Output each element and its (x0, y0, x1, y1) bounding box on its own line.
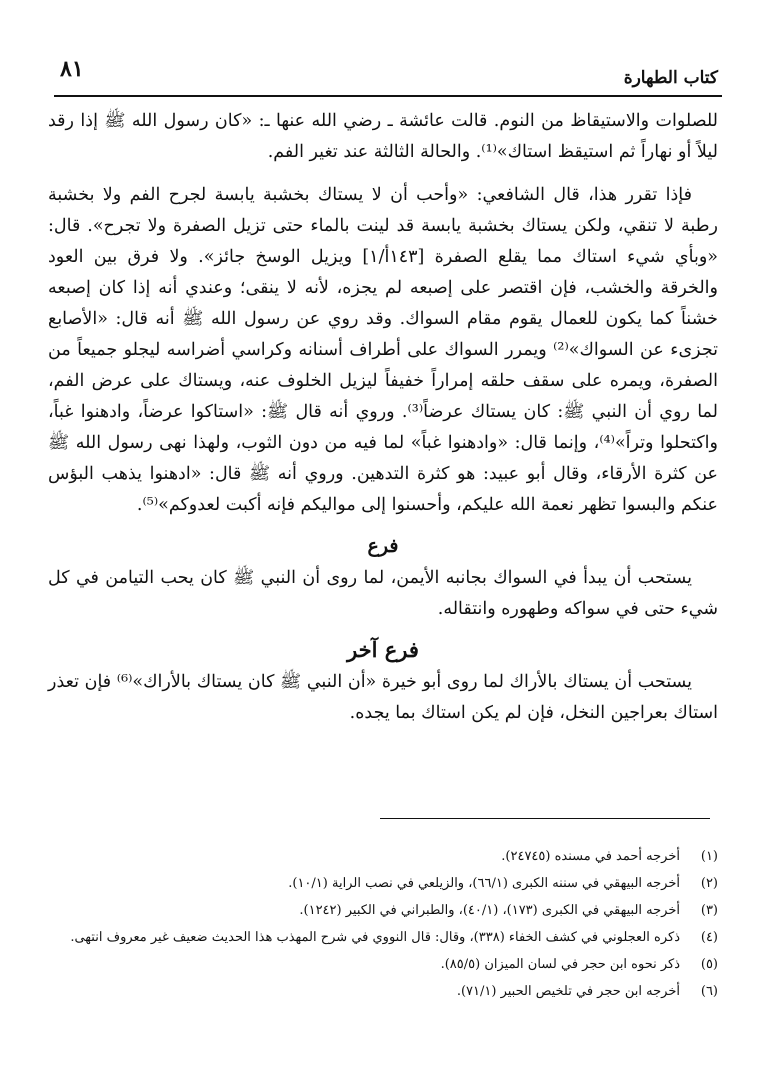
paragraph-4: يستحب أن يستاك بالأراك لما روى أبو خيرة «أن النبي ﷺ كان يستاك بالأراك»⁽⁶⁾ فإن تعذر استاك بعراجين النخل، فإن لم يكن استاك بما يجده. (48, 672, 718, 723)
footnote-number: (٣) (700, 903, 718, 918)
section-heading-far-akhar: فرع آخر (347, 637, 419, 662)
page-number: ٨١ (60, 56, 84, 82)
footnote-rule (380, 818, 710, 819)
footnotes (60, 846, 718, 1008)
footnote (60, 927, 718, 949)
footnote-text: أخرجه ابن حجر في تلخيص الحبير (٧١/١). (456, 984, 680, 999)
footnote (60, 981, 718, 1003)
main-text (48, 106, 718, 729)
footnote (60, 873, 718, 895)
footnote-number: (٥) (700, 957, 718, 972)
section-heading-far: فرع (367, 535, 399, 557)
footnote-text: ذكر نحوه ابن حجر في لسان الميزان (٨٥/٥). (440, 957, 680, 972)
footnote-text: أخرجه البيهقي في سننه الكبرى (٦٦/١)، والزيلعي في نصب الراية (١٠/١). (288, 876, 680, 891)
footnote-text: أخرجه أحمد في مسنده (٢٤٧٤٥). (501, 849, 680, 864)
footnote (60, 900, 718, 922)
footnote-text: ذكره العجلوني في كشف الخفاء (٣٣٨)، وقال: قال النووي في شرح المهذب هذا الحديث ضعيف غير معروف انتهى. (70, 930, 680, 945)
footnote (60, 846, 718, 868)
footnote-number: (٦) (700, 984, 718, 999)
paragraph-3: يستحب أن يبدأ في السواك بجانبه الأيمن، لما روى أن النبي ﷺ كان يحب التيامن في كل شيء حتى في سواكه وطهوره وانتقاله. (48, 568, 718, 619)
paragraph-2: فإذا تقرر هذا، قال الشافعي: «وأحب أن لا يستاك بخشبة يابسة لجرح الفم ولا بخشبة رطبة لا تنقي، ولكن يستاك بخشبة يابسة قد لينت بالماء حتى تزيل الصفرة ولا تجرح». قال: «وبأي شيء استاك مما يقلع الصفرة [١٤٣أ/١] ويزيل الوسخ جائز». ولا فرق بين العود والخرقة والخشب، فإن اقتصر على إصبعه لم يجزه، لأنه لا ينقى؛ وعندي أنه إذا كان إصبعه خشناً كما يكون للعمال يقوم مقام السواك. وقد روي عن رسول الله ﷺ أنه قال: «الأصابع تجزىء عن السواك»⁽²⁾ ويمرر السواك على أطراف أسنانه وكراسي أضراسه ليجلو جميعاً من الصفرة، ويمره على سقف حلقه إمراراً خفيفاً ليزيل الخلوف عنه، ويستاك على عرض الفم، لما روي أن النبي ﷺ: كان يستاك عرضاً⁽³⁾. وروي أنه قال ﷺ: «استاكوا عرضاً، وادهنوا غباً، واكتحلوا وتراً»⁽⁴⁾، وإنما قال: «وادهنوا غباً» لما فيه من دون الثوب، ولهذا نهى رسول الله ﷺ عن كثرة الأرقاء، وقال أبو عبيد: هو كثرة التدهين. وروي أنه ﷺ قال: «ادهنوا يذهب البؤس عنكم والبسوا تظهر نعمة الله عليكم، وأحسنوا إلى مواليكم فإنه أكبت لعدوكم»⁽⁵⁾. (48, 185, 718, 515)
footnote (60, 954, 718, 976)
footnote-text: أخرجه البيهقي في الكبرى (١٧٣)، (٤٠/١)، والطبراني في الكبير (١٢٤٢). (299, 903, 680, 918)
paragraph-1: للصلوات والاستيقاظ من النوم. قالت عائشة ـ رضي الله عنها ـ: «كان رسول الله ﷺ إذا رقد ليلاً أو نهاراً ثم استيقظ استاك»⁽¹⁾. والحالة الثالثة عند تغير الفم. (48, 111, 718, 162)
header-rule (54, 95, 722, 97)
chapter-title: كتاب الطهارة (623, 68, 718, 88)
footnote-number: (٢) (700, 876, 718, 891)
footnote-number: (٤) (700, 930, 718, 945)
footnote-number: (١) (700, 849, 718, 864)
